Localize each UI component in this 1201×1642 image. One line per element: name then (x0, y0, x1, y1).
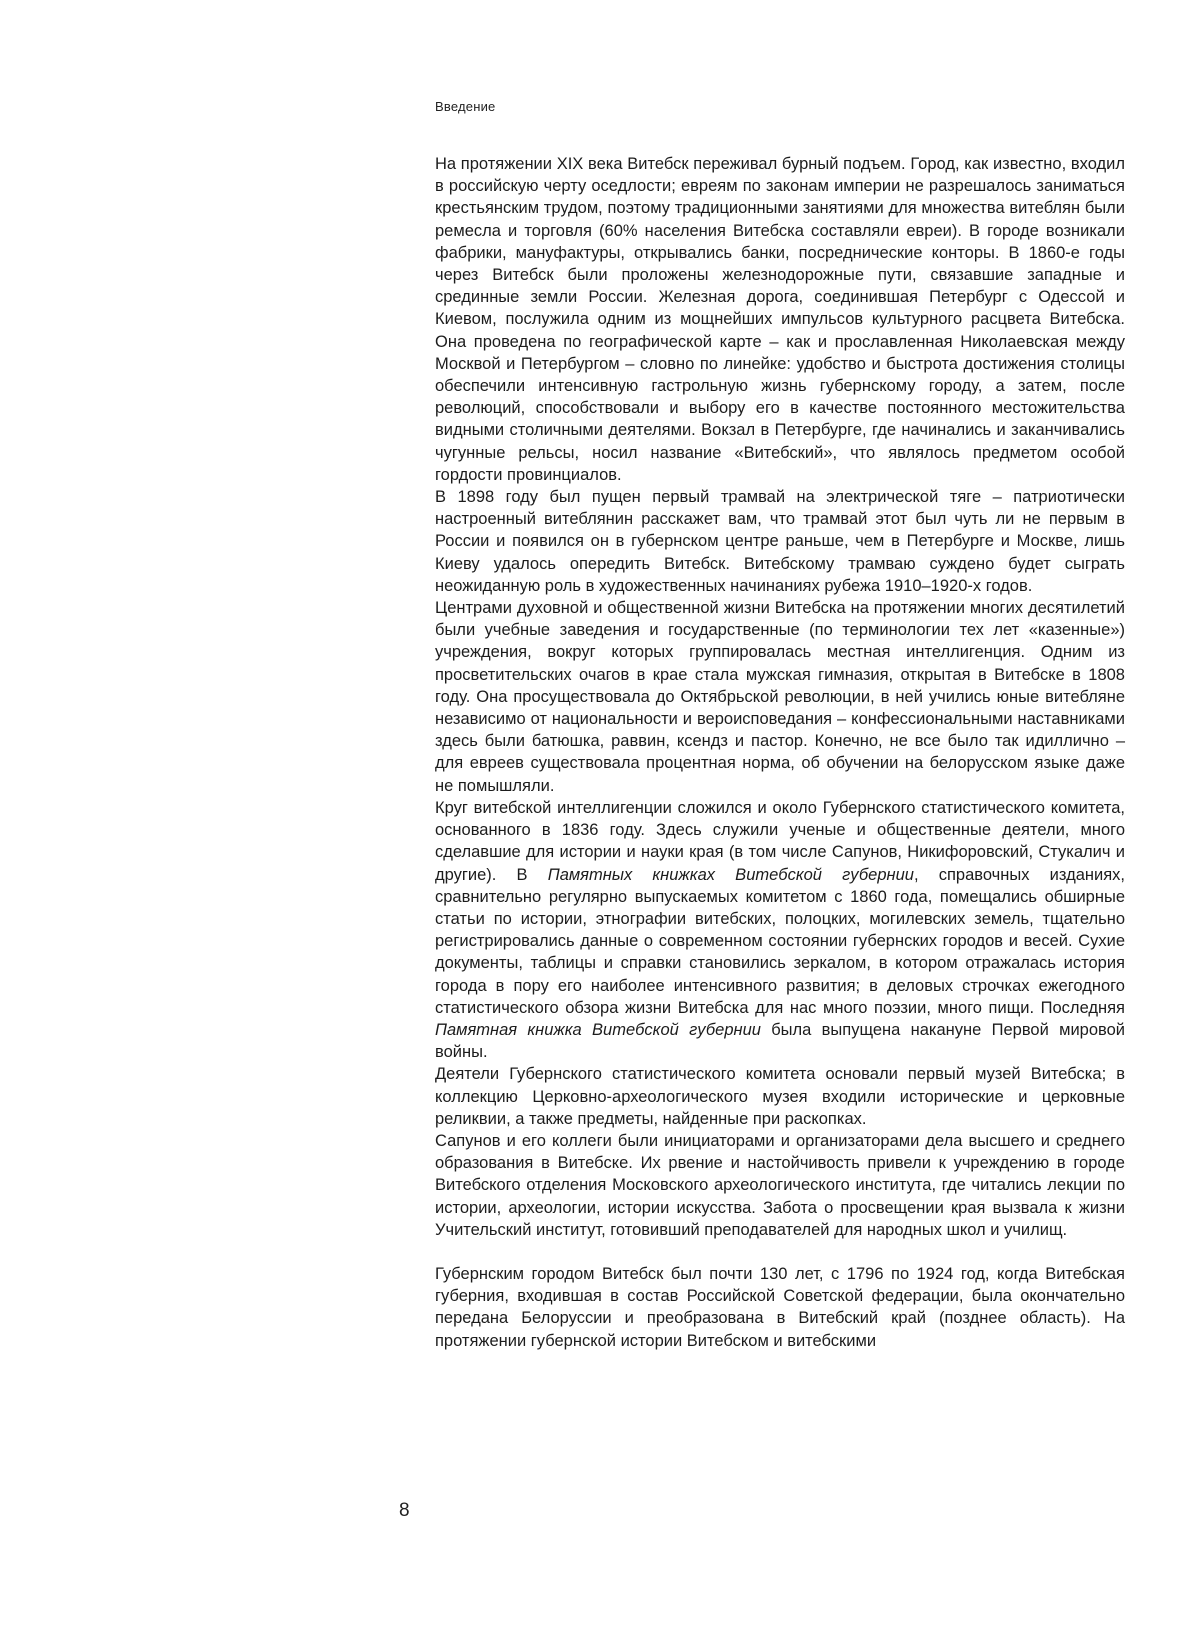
body-paragraph (435, 1263, 1125, 1352)
body-text (435, 153, 1125, 1352)
italic-title: Памятных книжках Витебской губернии (547, 865, 914, 884)
text-run: Круг витебской интеллигенции сложился и около Губернского статистического комитета, основанного в 1836 году. Здесь служили ученые и общественные деятели, много сделавшие для истории и науки края (в том числе Сапунов, Никифоровский, Стукалич и другие). В (435, 798, 1125, 884)
text-run: , справочных изданиях, сравнительно регулярно выпускаемых комитетом с 1860 года, помещались обширные статьи по истории, этнографии витебских, полоцких, могилевских земель, тщательно регистрировались данные о современном состоянии губернских городов и весей. Сухие документы, таблицы и справки становились зеркалом, в котором отражалась история города в пору его наиболее интенсивного развития; в деловых строчках ежегодного статистического обзора жизни Витебска для нас много поэзии, много пищи. Последняя (435, 865, 1125, 1017)
body-paragraph (435, 486, 1125, 597)
body-paragraph (435, 1063, 1125, 1130)
body-paragraph (435, 1130, 1125, 1241)
text-run: была выпущена накануне Первой мировой войны. (435, 1020, 1125, 1062)
text-run: Деятели Губернского статистического комитета основали первый музей Витебска; в коллекцию Церковно-археологического музея входили исторические и церковные реликвии, а также предметы, найденные при раскопках. (435, 1065, 1125, 1128)
body-paragraph (435, 797, 1125, 1063)
body-paragraph (435, 153, 1125, 486)
text-run: Центрами духовной и общественной жизни Витебска на протяжении многих десятилетий были учебные заведения и государственные (по терминологии тех лет «казенные») учреждения, вокруг которых группировалась местная интеллигенция. Одним из просветительских очагов в крае стала мужская гимназия, открытая в Витебске в 1808 году. Она просуществовала до Октябрьской революции, в ней учились юные витебляне независимо от национальности и вероисповедания – конфессиональными наставниками здесь были батюшка, раввин, ксендз и пастор. Конечно, не все было так идиллично – для евреев существовала процентная норма, об обучении на белорусском языке даже не помышляли. (435, 599, 1125, 795)
text-run: На протяжении XIX века Витебск переживал бурный подъем. Город, как известно, входил в российскую черту оседлости; евреям по законам империи не разрешалось заниматься крестьянским трудом, поэтому традиционными занятиями для множества витеблян были ремесла и торговля (60% населения Витебска составляли евреи). В городе возникали фабрики, мануфактуры, открывались банки, посреднические конторы. В 1860-е годы через Витебск были проложены железнодорожные пути, связавшие западные и срединные земли России. Железная дорога, соединившая Петербург с Одессой и Киевом, послужила одним из мощнейших импульсов культурного расцвета Витебска. Она проведена по географической карте – как и прославленная Николаевская между Москвой и Петербургом – словно по линейке: удобство и быстрота достижения столицы обеспечили интенсивную гастрольную жизнь губернскому городу, а затем, после революций, способствовали и выбору его в качестве постоянного местожительства видными столичными деятелями. Вокзал в Петербурге, где начинались и заканчивались чугунные рельсы, носил название «Витебский», что являлось предметом особой гордости провинциалов. (435, 155, 1125, 484)
body-paragraph (435, 597, 1125, 797)
text-run: Сапунов и его коллеги были инициаторами и организаторами дела высшего и среднего образования в Витебске. Их рвение и настойчивость привели к учреждению в городе Витебского отделения Московского археологического института, где читались лекции по истории, археологии, истории искусства. Забота о просвещении края вызвала к жизни Учительский институт, готовивший преподавателей для народных школ и училищ. (435, 1131, 1125, 1239)
running-head: Введение (435, 99, 496, 114)
italic-title: Памятная книжка Витебской губернии (435, 1020, 761, 1039)
text-run: Губернским городом Витебск был почти 130 лет, с 1796 по 1924 год, когда Витебская губерния, входившая в состав Российской Советской федерации, была окончательно передана Белоруссии и преобразована в Витебский край (позднее область). На протяжении губернской истории Витебском и витебскими (435, 1264, 1125, 1350)
text-run: В 1898 году был пущен первый трамвай на электрической тяге – патриотически настроенный витеблянин расскажет вам, что трамвай этот был чуть ли не первым в России и появился он в губернском центре раньше, чем в Петербурге и Москве, лишь Киеву удалось опередить Витебск. Витебскому трамваю суждено будет сыграть неожиданную роль в художественных начинаниях рубежа 1910–1920-х годов. (435, 488, 1125, 595)
page-number: 8 (399, 1500, 410, 1521)
